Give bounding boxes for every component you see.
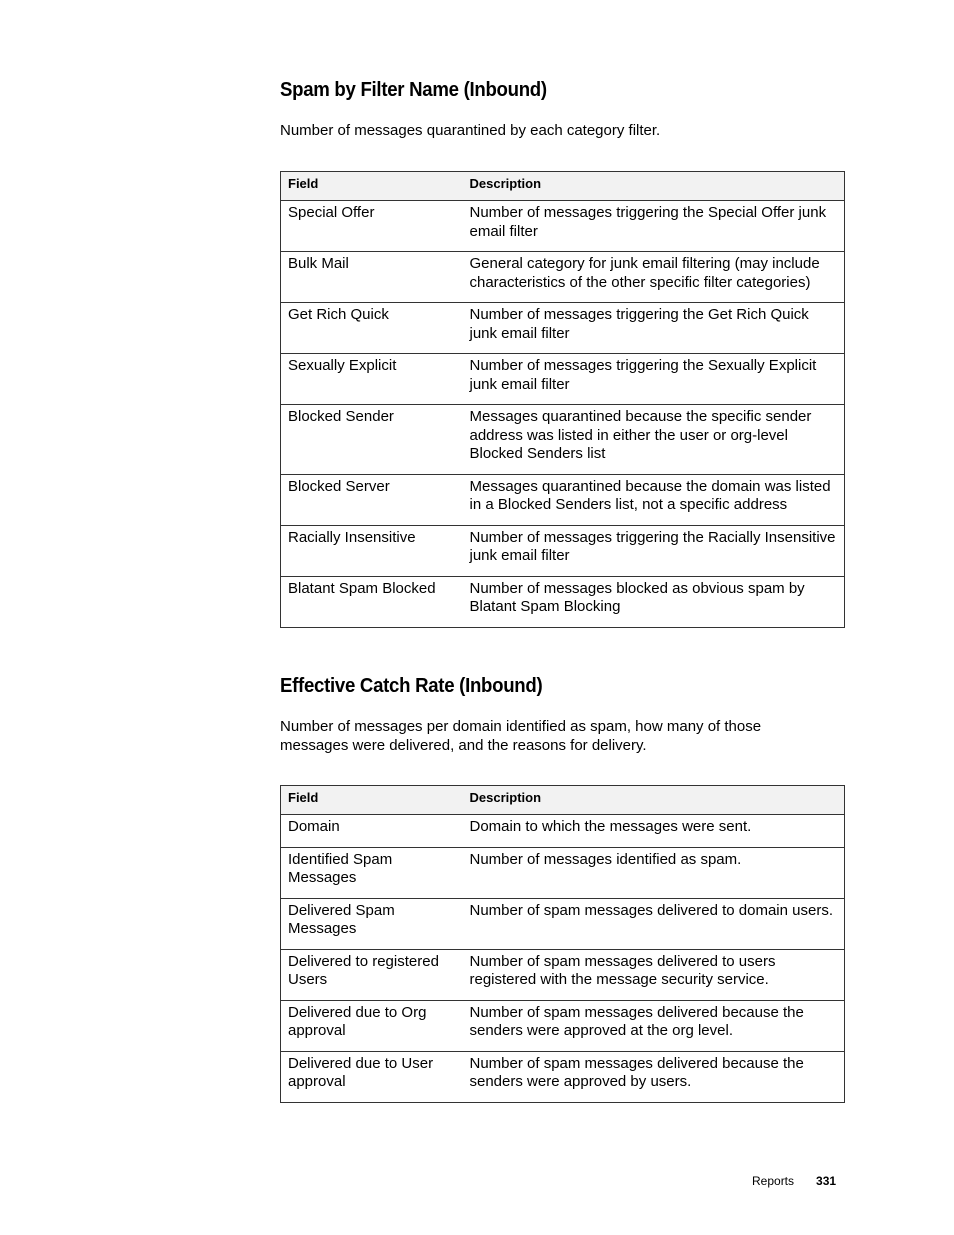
table-header-row	[281, 786, 845, 815]
table-row	[281, 252, 845, 303]
footer-section-name: Reports	[752, 1174, 795, 1188]
section-intro-effective-catch-rate: Number of messages per domain identified as spam, how many of those messages were delivered, and the reasons for delivery.	[280, 718, 762, 754]
description-cell: Messages quarantined because the domain was listed in a Blocked Senders list, not a specific address	[463, 474, 845, 525]
table-row	[281, 1051, 845, 1102]
field-cell: Bulk Mail	[281, 252, 463, 303]
table-row	[281, 303, 845, 354]
table-row	[281, 201, 845, 252]
spam-by-filter-table	[280, 171, 845, 628]
table-row	[281, 949, 845, 1000]
field-cell: Delivered due to User approval	[281, 1051, 463, 1102]
page-number: 331	[816, 1174, 837, 1188]
description-cell: Number of spam messages delivered because the senders were approved by users.	[463, 1051, 845, 1102]
field-cell: Delivered due to Org approval	[281, 1000, 463, 1051]
description-cell: Number of spam messages delivered to users registered with the message security service.	[463, 949, 845, 1000]
page-footer	[752, 1174, 836, 1188]
description-cell: Messages quarantined because the specific sender address was listed in either the user or org-level Blocked Senders list	[463, 405, 845, 475]
field-cell: Blocked Sender	[281, 405, 463, 475]
field-cell: Delivered Spam Messages	[281, 898, 463, 949]
table-row	[281, 815, 845, 848]
section-title-spam-by-filter: Spam by Filter Name (Inbound)	[280, 79, 547, 101]
description-cell: Number of spam messages delivered because the senders were approved at the org level.	[463, 1000, 845, 1051]
table-header-row	[281, 172, 845, 201]
table-row	[281, 576, 845, 627]
table-row	[281, 847, 845, 898]
field-cell: Sexually Explicit	[281, 354, 463, 405]
table-row	[281, 898, 845, 949]
description-cell: Number of messages triggering the Sexually Explicit junk email filter	[463, 354, 845, 405]
field-cell: Blocked Server	[281, 474, 463, 525]
field-cell: Special Offer	[281, 201, 463, 252]
field-cell: Delivered to registered Users	[281, 949, 463, 1000]
column-header-field: Field	[281, 786, 463, 815]
field-cell: Get Rich Quick	[281, 303, 463, 354]
effective-catch-rate-table	[280, 785, 845, 1103]
field-cell: Identified Spam Messages	[281, 847, 463, 898]
table-row	[281, 474, 845, 525]
field-cell: Blatant Spam Blocked	[281, 576, 463, 627]
description-cell: Number of messages triggering the Special Offer junk email filter	[463, 201, 845, 252]
table-row	[281, 525, 845, 576]
description-cell: Number of messages blocked as obvious spam by Blatant Spam Blocking	[463, 576, 845, 627]
column-header-description: Description	[463, 786, 845, 815]
table-row	[281, 1000, 845, 1051]
section-title-effective-catch-rate: Effective Catch Rate (Inbound)	[280, 675, 543, 697]
description-cell: General category for junk email filtering (may include characteristics of the other specific filter categories)	[463, 252, 845, 303]
description-cell: Number of spam messages delivered to domain users.	[463, 898, 845, 949]
description-cell: Number of messages triggering the Get Rich Quick junk email filter	[463, 303, 845, 354]
table-row	[281, 354, 845, 405]
description-cell: Number of messages identified as spam.	[463, 847, 845, 898]
section-intro-spam-by-filter: Number of messages quarantined by each category filter.	[280, 122, 661, 139]
table-row	[281, 405, 845, 475]
description-cell: Number of messages triggering the Racially Insensitive junk email filter	[463, 525, 845, 576]
column-header-description: Description	[463, 172, 845, 201]
column-header-field: Field	[281, 172, 463, 201]
description-cell: Domain to which the messages were sent.	[463, 815, 845, 848]
field-cell: Domain	[281, 815, 463, 848]
field-cell: Racially Insensitive	[281, 525, 463, 576]
